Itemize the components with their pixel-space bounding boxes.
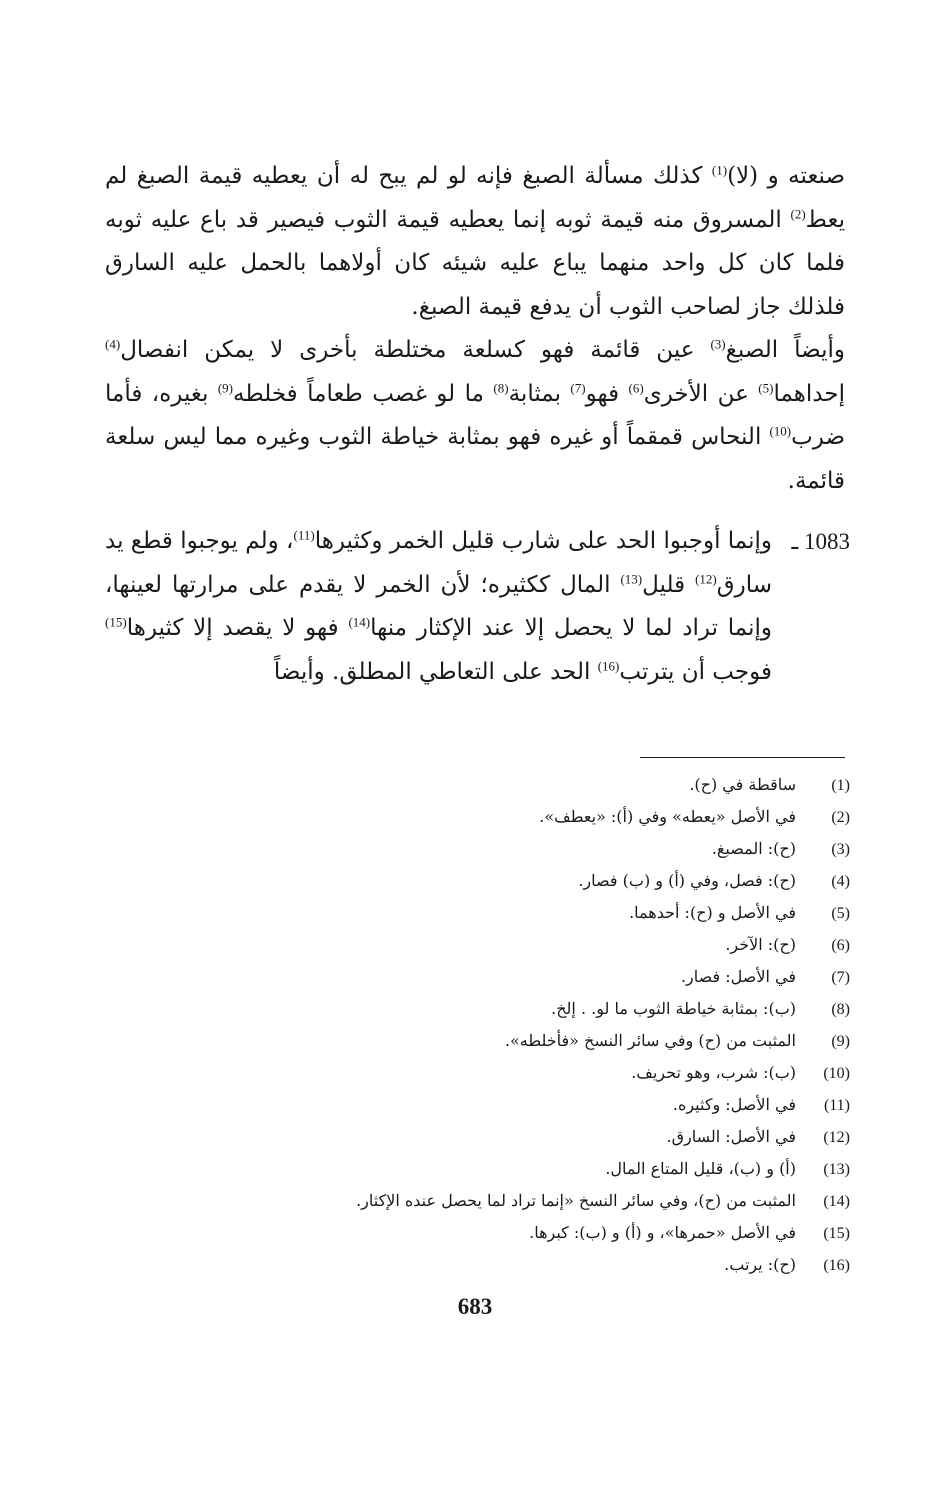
- footnote-text: في الأصل: السارق.: [666, 1127, 796, 1146]
- footnote-number: (3): [831, 841, 850, 858]
- footnote-number: (14): [823, 1193, 850, 1210]
- text-run: النحاس قمقماً أو غيره فهو بمثابة خياطة الثوب وغيره مما ليس سلعة قائمة.: [105, 424, 845, 494]
- footnote-number: (7): [831, 969, 850, 986]
- footnote-text: في الأصل و (ح): أحدهما.: [629, 903, 796, 922]
- footnote-ref[interactable]: (2): [790, 205, 806, 221]
- footnote-item: [290, 1185, 850, 1217]
- text-run: فوجب أن يترتب: [619, 658, 772, 685]
- footnote-item: [290, 993, 850, 1025]
- footnote-text: في الأصل: فصار.: [680, 967, 796, 986]
- text-run: وأيضاً الصبغ: [725, 337, 845, 363]
- footnote-number: (4): [831, 873, 850, 890]
- text-run: بمثابة: [508, 380, 571, 407]
- paragraph-text: [105, 329, 845, 503]
- footnote-item: [290, 1217, 850, 1249]
- footnote-ref[interactable]: (9): [217, 379, 234, 395]
- footnote-number: (10): [823, 1065, 850, 1082]
- footnote-item: [290, 1057, 850, 1089]
- footnote-text: (ح): الآخر.: [725, 935, 796, 954]
- item-number: [792, 520, 851, 564]
- text-run: صنعته و (لا): [727, 163, 846, 189]
- footnote-item: [290, 1121, 850, 1153]
- text-run: عين قائمة فهو كسلعة مختلطة بأخرى لا يمكن انفصال: [120, 337, 711, 363]
- footnote-number: (16): [823, 1257, 850, 1274]
- footnote-item: [290, 1249, 850, 1281]
- text-run: ، ولم يوجبوا قطع يد سارق: [105, 528, 772, 598]
- footnote-text: ساقطة في (ح).: [689, 775, 796, 794]
- footnote-number: (8): [831, 1001, 850, 1018]
- footnote-ref[interactable]: (4): [105, 336, 121, 352]
- footnote-item: [290, 801, 850, 833]
- text-run: إحداهما: [773, 380, 845, 407]
- text-run: كذلك مسألة الصبغ فإنه لو لم يبح له أن يعطيه قيمة الصبغ لم يعط: [105, 163, 845, 233]
- footnote-ref[interactable]: (11): [293, 527, 315, 543]
- text-run: قليل: [642, 571, 696, 598]
- text-run: فهو لا يقصد إلا كثيرها: [126, 615, 349, 641]
- main-paragraph: [105, 155, 845, 503]
- item-dash: ـ: [791, 529, 804, 554]
- footnote-separator: [640, 757, 845, 758]
- footnote-ref[interactable]: (13): [620, 570, 643, 586]
- footnote-number: (11): [823, 1097, 850, 1114]
- footnote-ref[interactable]: (16): [597, 657, 620, 673]
- footnote-number: (2): [831, 809, 850, 826]
- text-run: عن الأخرى: [643, 380, 759, 407]
- footnote-text: (ح): المصبغ.: [711, 839, 796, 858]
- numbered-item-1083: [105, 520, 850, 694]
- text-run: المال ككثيره؛ لأن الخمر لا يقدم على مرارتها لعينها، وإنما تراد لما لا يحصل إلا عند الإكثار منها: [105, 571, 772, 641]
- text-run: وإنما أوجبوا الحد على شارب قليل الخمر وكثيرها: [314, 528, 772, 554]
- footnote-ref[interactable]: (10): [769, 423, 792, 439]
- footnote-text: (ح): يرتب.: [724, 1255, 796, 1274]
- footnote-ref[interactable]: (6): [628, 379, 644, 395]
- item-text: [105, 520, 772, 694]
- text-run: الحد على التعاطي المطلق. وأيضاً: [273, 658, 598, 685]
- footnote-ref[interactable]: (12): [695, 570, 717, 586]
- footnote-item: [290, 865, 850, 897]
- footnote-text: (ب): شرب، وهو تحريف.: [631, 1063, 796, 1082]
- footnote-text: المثبت من (ح)، وفي سائر النسخ «إنما تراد لما يحصل عنده الإكثار.: [356, 1191, 796, 1210]
- text-run: ما لو غصب طعاماً فخلطه: [233, 380, 494, 407]
- page-number: 683: [457, 1294, 493, 1319]
- text-run: المسروق منه قيمة ثوبه إنما يعطيه قيمة الثوب فيصير قد باع عليه ثوبه فلما كان كل واحد منهما يباع عليه شيئه كان أولاهما بالحمل عليه السارق فلذلك جاز لصاحب الثوب أن يدفع قيمة الصبغ.: [105, 206, 845, 320]
- footnote-text: (ب): بمثابة خياطة الثوب ما لو. . إلخ.: [551, 999, 796, 1018]
- footnote-ref[interactable]: (7): [570, 379, 586, 395]
- footnote-item: [290, 1089, 850, 1121]
- footnote-number: (1): [831, 777, 850, 794]
- footnote-ref[interactable]: (15): [105, 614, 127, 630]
- footnote-text: في الأصل: وكثيره.: [672, 1095, 796, 1114]
- footnote-number: (6): [831, 937, 850, 954]
- footnote-item: [290, 961, 850, 993]
- footnote-item: [290, 929, 850, 961]
- footnote-ref[interactable]: (14): [348, 614, 371, 630]
- footnote-number: (5): [831, 905, 850, 922]
- footnote-text: في الأصل «يعطه» وفي (أ): «يعطف».: [539, 807, 796, 826]
- footnote-text: (أ) و (ب)، قليل المتاع المال.: [605, 1159, 796, 1178]
- footnote-item: [290, 769, 850, 801]
- footnote-text: المثبت من (ح) وفي سائر النسخ «فأخلطه».: [504, 1031, 796, 1050]
- footnote-item: [290, 1025, 850, 1057]
- footnote-ref[interactable]: (3): [710, 336, 726, 352]
- footnote-ref[interactable]: (5): [758, 379, 774, 395]
- footnote-text: في الأصل «حمرها»، و (أ) و (ب): كبرها.: [529, 1223, 796, 1242]
- item-number-value: 1083: [804, 529, 850, 554]
- footnote-item: [290, 833, 850, 865]
- footnote-ref[interactable]: (1): [711, 162, 728, 178]
- footnote-item: [290, 897, 850, 929]
- footnote-number: (9): [831, 1033, 850, 1050]
- footnote-number: (12): [823, 1129, 850, 1146]
- text-run: بغيره، فأما ضرب: [105, 380, 845, 450]
- footnote-ref[interactable]: (8): [493, 379, 509, 395]
- footnote-text: (ح): فصل، وفي (أ) و (ب) فصار.: [578, 871, 796, 890]
- footnotes-list: [290, 769, 850, 1281]
- paragraph-text: [105, 155, 845, 329]
- footnote-number: (13): [823, 1161, 850, 1178]
- footnote-number: (15): [823, 1225, 850, 1242]
- text-run: فهو: [585, 380, 629, 407]
- footnote-item: [290, 1153, 850, 1185]
